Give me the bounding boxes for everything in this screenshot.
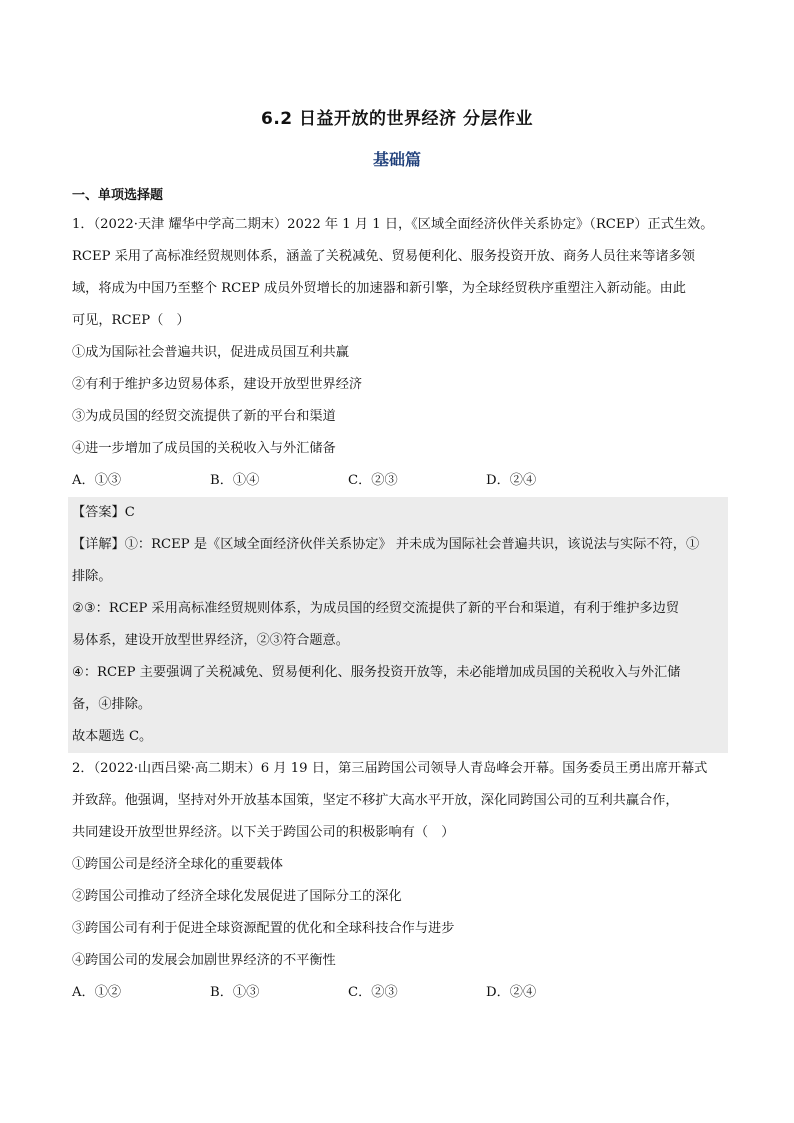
option-a: A．①② <box>72 985 122 1000</box>
question-stem-line: 域，将成为中国乃至整个 RCEP 成员外贸增长的加速器和新引擎，为全球经贸秩序重塑注入新动能。由此 <box>72 281 686 296</box>
question-content <box>72 183 724 1009</box>
statement-item: ①跨国公司是经济全球化的重要载体 <box>72 857 283 872</box>
statement-item: ②跨国公司推动了经济全球化发展促进了国际分工的深化 <box>72 889 402 904</box>
question-stem-line: 1．（2022·天津 耀华中学高二期末）2022 年 1 月 1 日，《区域全面经济伙伴关系协定》（RCEP）正式生效。 <box>72 217 714 232</box>
option-d: D．②④ <box>486 985 537 1000</box>
explanation-line: 故本题选 C。 <box>72 729 153 744</box>
explanation-line: ④：RCEP 主要强调了关税减免、贸易便利化、服务投资开放等，未必能增加成员国的关税收入与外汇储 <box>72 665 681 680</box>
option-c: C．②③ <box>348 985 398 1000</box>
statement-item: ④进一步增加了成员国的关税收入与外汇储备 <box>72 441 336 456</box>
statement-item: ①成为国际社会普遍共识，促进成员国互利共赢 <box>72 345 349 360</box>
option-c: C．②③ <box>348 473 398 488</box>
answer-options <box>72 465 724 497</box>
option-b: B．①④ <box>210 473 260 488</box>
statement-item: ②有利于维护多边贸易体系，建设开放型世界经济 <box>72 377 363 392</box>
statement-item: ③跨国公司有利于促进全球资源配置的优化和全球科技合作与进步 <box>72 921 455 936</box>
answer-explanation-box <box>68 497 728 753</box>
section-heading: 一、单项选择题 <box>72 188 164 203</box>
explanation-line: 备，④排除。 <box>72 697 152 712</box>
page-subtitle: 基础篇 <box>372 150 421 169</box>
explanation-line: 【详解】①：RCEP 是《区域全面经济伙伴关系协定》 并未成为国际社会普遍共识，该说法与实际不符，① <box>72 537 700 552</box>
question-1 <box>72 209 724 753</box>
question-2 <box>72 753 724 1009</box>
question-stem-line: 可见，RCEP（ ） <box>72 313 190 328</box>
question-stem-line: 2．（2022·山西吕梁·高二期末）6 月 19 日，第三届跨国公司领导人青岛峰会开幕。国务委员王勇出席开幕式 <box>72 761 708 776</box>
answer-line: 【答案】C <box>72 505 135 520</box>
statement-item: ④跨国公司的发展会加剧世界经济的不平衡性 <box>72 953 336 968</box>
question-stem-line: 共同建设开放型世界经济。以下关于跨国公司的积极影响有（ ） <box>72 825 455 840</box>
explanation-line: 易体系，建设开放型世界经济，②③符合题意。 <box>72 633 349 648</box>
option-b: B．①③ <box>210 985 260 1000</box>
statement-item: ③为成员国的经贸交流提供了新的平台和渠道 <box>72 409 336 424</box>
explanation-line: ②③：RCEP 采用高标准经贸规则体系，为成员国的经贸交流提供了新的平台和渠道，有利于维护多边贸 <box>72 601 680 616</box>
option-a: A．①③ <box>72 473 122 488</box>
option-d: D．②④ <box>486 473 537 488</box>
question-stem-line: RCEP 采用了高标准经贸规则体系，涵盖了关税减免、贸易便利化、服务投资开放、商务人员往来等诸多领 <box>72 249 695 264</box>
question-stem-line: 并致辞。他强调，坚持对外开放基本国策，坚定不移扩大高水平开放，深化同跨国公司的互利共赢合作， <box>72 793 679 808</box>
page-title: 6.2 日益开放的世界经济 分层作业 <box>261 109 533 129</box>
explanation-line: 排除。 <box>72 569 112 584</box>
answer-options <box>72 977 724 1009</box>
